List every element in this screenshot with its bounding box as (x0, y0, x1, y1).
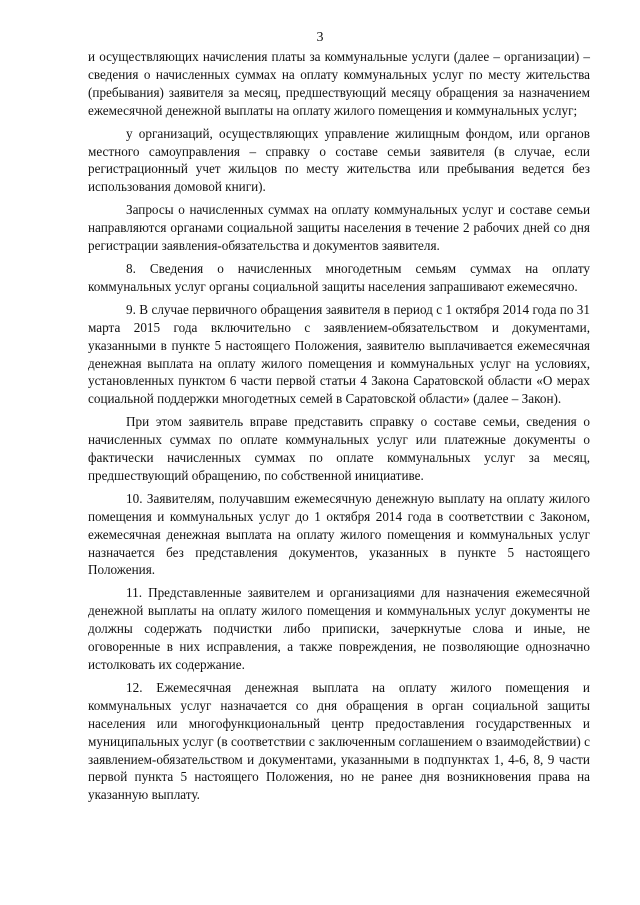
paragraph-requests: Запросы о начисленных суммах на оплату коммунальных услуг и составе семьи направляются органами социальной защиты населения в течение 2 рабочих дней со дня регистрации заявления-обязательства и документов заявителя. (88, 202, 590, 254)
document-body (88, 48, 590, 809)
paragraph-item-9-note: При этом заявитель вправе представить справку о составе семьи, сведения о начисленных суммах по оплате коммунальных услуг или платежные документы о фактически начисленных суммах по оплате коммунальных услуг за месяц, предшествующий обращению, по собственной инициативе. (88, 414, 590, 483)
paragraph-item-11: 11. Представленные заявителем и организациями для назначения ежемесячной денежной выплаты на оплату жилого помещения и коммунальных услуг документы не должны содержать подчистки либо приписки, зачеркнутые слова и иные, не оговоренные в них исправления, а также повреждения, не позволяющие однозначно истолковать их содержание. (88, 585, 590, 672)
paragraph-item-8: 8. Сведения о начисленных многодетным семьям суммах на оплату коммунальных услуг органы социальной защиты населения запрашивают ежемесячно. (88, 260, 590, 294)
paragraph-continuation: и осуществляющих начисления платы за коммунальные услуги (далее – организации) – сведения о начисленных суммах на оплату коммунальных услуг по месту жительства (пребывания) заявителя за месяц, предшествующий месяцу обращения за назначением ежемесячной денежной выплаты на оплату жилого помещения и коммунальных услуг; (88, 49, 590, 118)
paragraph-item-12: 12. Ежемесячная денежная выплата на оплату жилого помещения и коммунальных услуг назначается со дня обращения в орган социальной защиты населения или многофункциональный центр предоставления государственных и муниципальных услуг (в соответствии с заключенным соглашением о взаимодействии) с заявлением-обязательством и документами, указанными в подпунктах 1, 4-6, 8, 9 части первой пункта 5 настоящего Положения, но не ранее дня возникновения права на указанную выплату. (88, 679, 590, 803)
page-number: 3 (316, 30, 324, 45)
paragraph-housing-organizations: у организаций, осуществляющих управление жилищным фондом, или органов местного самоуправления – справку о составе семьи заявителя (в случае, если регистрационный учет жильцов по месту жительства или пребывания ведется без использования домовой книги). (88, 125, 590, 195)
paragraph-item-10: 10. Заявителям, получавшим ежемесячную денежную выплату на оплату жилого помещения и коммунальных услуг до 1 октября 2014 года в соответствии с Законом, ежемесячная денежная выплата на оплату жилого помещения и коммунальных услуг назначается без представления документов, указанных в пункте 5 настоящего Положения. (88, 490, 590, 578)
paragraph-item-9: 9. В случае первичного обращения заявителя в период с 1 октября 2014 года по 31 марта 2015 года включительно с заявлением-обязательством и документами, указанными в пункте 5 настоящего Положения, заявителю выплачивается ежемесячная денежная выплата на оплату жилого помещения и коммунальных услуг на условиях, установленных пунктом 6 части первой статьи 4 Закона Саратовской области «О мерах социальной поддержки многодетных семей в Саратовской области» (далее – Закон). (88, 301, 590, 407)
